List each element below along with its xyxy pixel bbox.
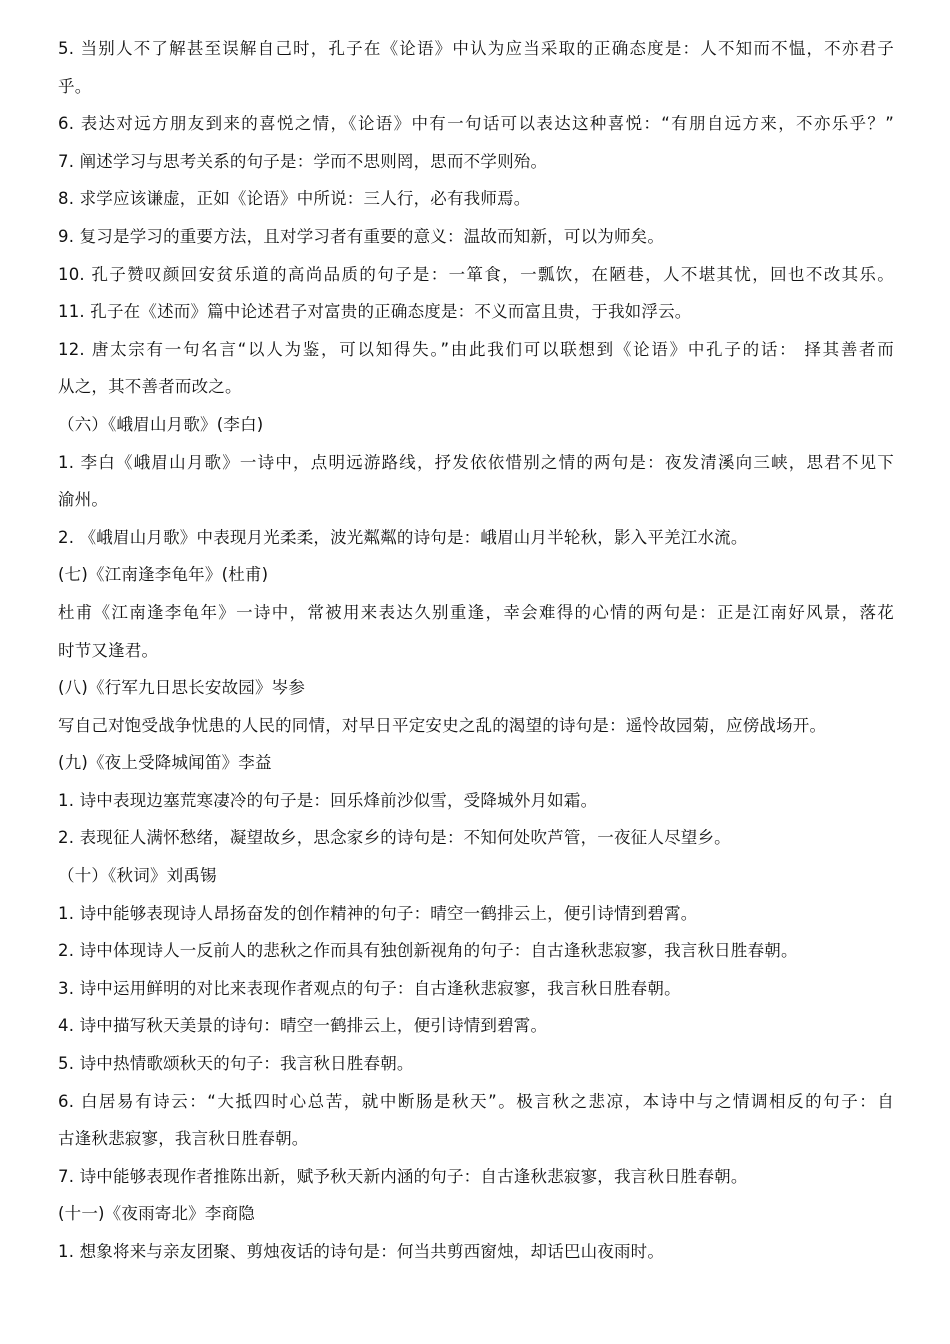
text-line: 5. 诗中热情歌颂秋天的句子：我言秋日胜春朝。 [58, 1054, 414, 1074]
text-line: 1. 想象将来与亲友团聚、剪烛夜话的诗句是：何当共剪西窗烛，却话巴山夜雨时。 [58, 1242, 665, 1261]
text-line: 1. 诗中表现边塞荒寒凄冷的句子是：回乐烽前沙似雪，受降城外月如霜。 [58, 790, 598, 810]
text-line: 杜甫《江南逢李龟年》一诗中，常被用来表达久别重逢，幸会难得的心情的两句是：正是江南好风景，落花 [58, 602, 894, 622]
text-line: 11. 孔子在《述而》篇中论述君子对富贵的正确态度是：不义而富且贵，于我如浮云。 [58, 302, 692, 322]
text-line: 7. 阐述学习与思考关系的句子是：学而不思则罔，思而不学则殆。 [58, 151, 548, 171]
text-line: 古逢秋悲寂寥，我言秋日胜春朝。 [58, 1129, 309, 1149]
document-page [58, 30, 894, 1271]
text-line: (十一)《夜雨寄北》李商隐 [58, 1204, 255, 1224]
text-line: 写自己对饱受战争忧患的人民的同情，对早日平定安史之乱的渴望的诗句是：遥怜故园菊，应傍战场开。 [58, 715, 827, 735]
text-line: 4. 诗中描写秋天美景的诗句：晴空一鹤排云上，便引诗情到碧霄。 [58, 1016, 548, 1036]
text-line: 12. 唐太宗有一句名言“以人为鉴，可以知得失。”由此我们可以联想到《论语》中孔子的话： 择其善者而 [58, 339, 894, 359]
text-line: （六）《峨眉山月歌》(李白) [58, 414, 264, 434]
text-line: 2. 诗中体现诗人一反前人的悲秋之作而具有独创新视角的句子：自古逢秋悲寂寥，我言秋日胜春朝。 [58, 941, 798, 961]
text-line: （十）《秋词》刘禹锡 [58, 866, 217, 886]
text-line: 8. 求学应该谦虚，正如《论语》中所说：三人行，必有我师焉。 [58, 189, 531, 209]
text-line: 从之，其不善者而改之。 [58, 377, 242, 397]
text-line: 7. 诗中能够表现作者推陈出新，赋予秋天新内涵的句子：自古逢秋悲寂寥，我言秋日胜春朝。 [58, 1166, 748, 1186]
text-line: 6. 表达对远方朋友到来的喜悦之情，《论语》中有一句话可以表达这种喜悦：“有朋自远方来，不亦乐乎？” [58, 114, 894, 134]
text-line: 渝州。 [58, 490, 109, 510]
text-line: 9. 复习是学习的重要方法，且对学习者有重要的意义：温故而知新，可以为师矣。 [58, 226, 665, 246]
text-line: 5. 当别人不了解甚至误解自己时，孔子在《论语》中认为应当采取的正确态度是：人不知而不愠，不亦君子 [58, 39, 894, 58]
text-line: 10. 孔子赞叹颜回安贫乐道的高尚品质的句子是：一箪食，一瓢饮，在陋巷，人不堪其忧，回也不改其乐。 [58, 264, 894, 284]
text-line: (八)《行军九日思长安故园》岑参 [58, 678, 306, 698]
text-line: 1. 诗中能够表现诗人昂扬奋发的创作精神的句子：晴空一鹤排云上，便引诗情到碧霄。 [58, 903, 698, 923]
text-line: (七)《江南逢李龟年》(杜甫) [58, 565, 269, 585]
text-line: 2. 表现征人满怀愁绪，凝望故乡，思念家乡的诗句是：不知何处吹芦管，一夜征人尽望乡。 [58, 828, 731, 848]
text-line: 1. 李白《峨眉山月歌》一诗中，点明远游路线，抒发依依惜别之情的两句是：夜发清溪向三峡，思君不见下 [58, 452, 894, 472]
text-line: 2. 《峨眉山月歌》中表现月光柔柔，波光粼粼的诗句是：峨眉山月半轮秋，影入平羌江水流。 [58, 527, 748, 547]
text-line: 时节又逢君。 [58, 640, 159, 660]
text-line: (九)《夜上受降城闻笛》李益 [58, 753, 272, 773]
text-line: 6. 白居易有诗云：“大抵四时心总苦，就中断肠是秋天”。极言秋之悲凉，本诗中与之情调相反的句子：自 [58, 1091, 894, 1111]
text-line: 3. 诗中运用鲜明的对比来表现作者观点的句子：自古逢秋悲寂寥，我言秋日胜春朝。 [58, 978, 681, 998]
text-line: 乎。 [58, 76, 92, 96]
